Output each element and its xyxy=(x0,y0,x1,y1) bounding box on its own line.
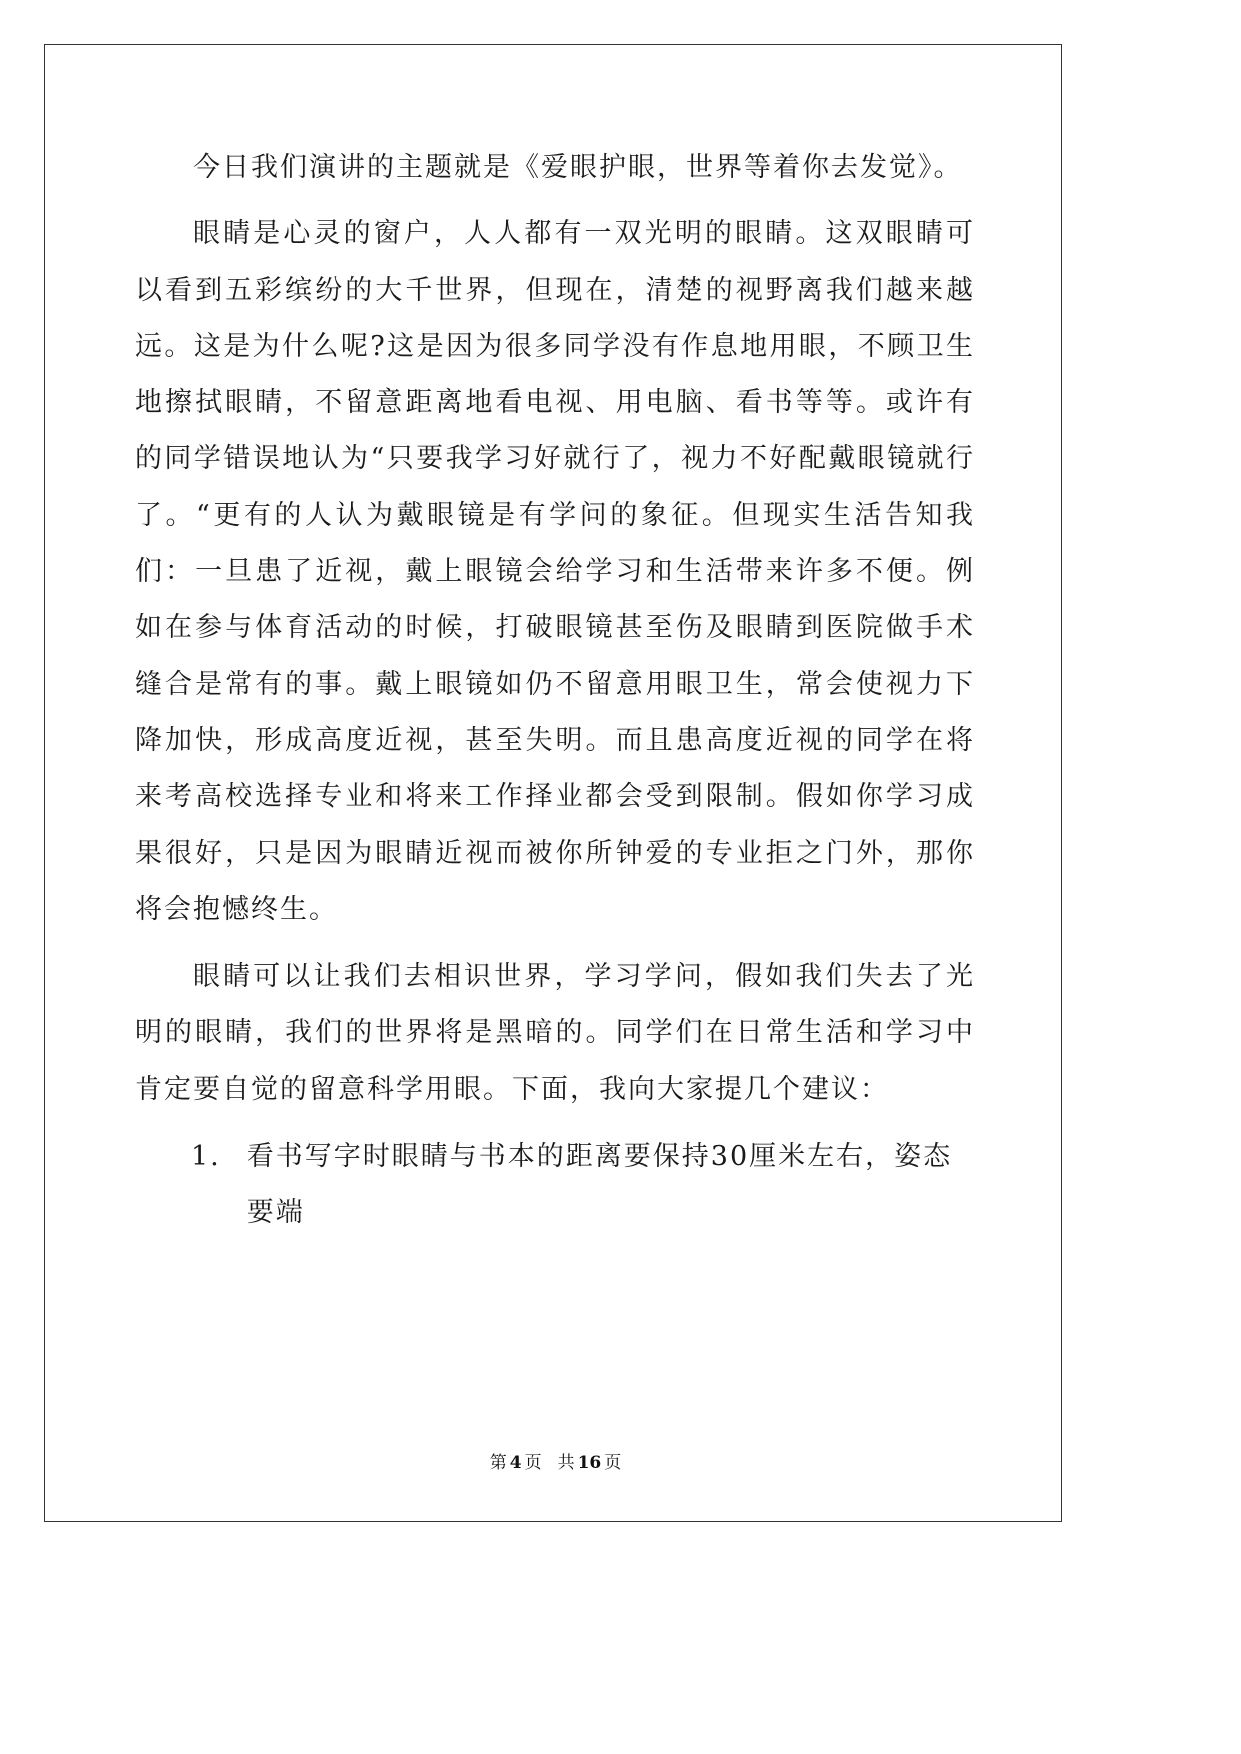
document-body xyxy=(135,140,975,1242)
footer-total-suffix: 页 xyxy=(604,1453,622,1473)
list-item-text: 看书写字时眼睛与书本的距离要保持30厘米左右，姿态要端 xyxy=(246,1141,953,1229)
footer-total-prefix: 共 xyxy=(557,1453,575,1473)
paragraph-eyes-window: 眼睛是心灵的窗户，人人都有一双光明的眼睛。这双眼睛可以看到五彩缤纷的大千世界，但现在，清楚的视野离我们越来越远。这是为什么呢?这是因为很多同学没有作息地用眼，不顾卫生地擦拭眼睛，不留意距离地看电视、用电脑、看书等等。或许有的同学错误地认为“只要我学习好就行了，视力不好配戴眼镜就行了。“更有的人认为戴眼镜是有学问的象征。但现实生活告知我们：一旦患了近视，戴上眼镜会给学习和生活带来许多不便。例如在参与体育活动的时候，打破眼镜甚至伤及眼睛到医院做手术缝合是常有的事。戴上眼镜如仍不留意用眼卫生，常会使视力下降加快，形成高度近视，甚至失明。而且患高度近视的同学在将来考高校选择专业和将来工作择业都会受到限制。假如你学习成果很好，只是因为眼睛近视而被你所钟爱的专业拒之门外，那你将会抱憾终生。 xyxy=(135,218,975,925)
footer-page-number: 4 xyxy=(509,1453,522,1473)
footer-prefix: 第 xyxy=(489,1453,507,1473)
list-item-number: 1. xyxy=(191,1141,221,1173)
footer-page-suffix: 页 xyxy=(524,1453,542,1473)
footer-total-pages: 16 xyxy=(577,1453,602,1473)
list-item-1 xyxy=(135,1129,975,1242)
paragraph-suggestions-intro: 眼睛可以让我们去相识世界，学习学问，假如我们失去了光明的眼睛，我们的世界将是黑暗的。同学们在日常生活和学习中肯定要自觉的留意科学用眼。下面，我向大家提几个建议： xyxy=(135,961,975,1105)
page-footer xyxy=(0,1448,1111,1473)
paragraph-intro: 今日我们演讲的主题就是《爱眼护眼，世界等着你去发觉》。 xyxy=(193,152,963,183)
